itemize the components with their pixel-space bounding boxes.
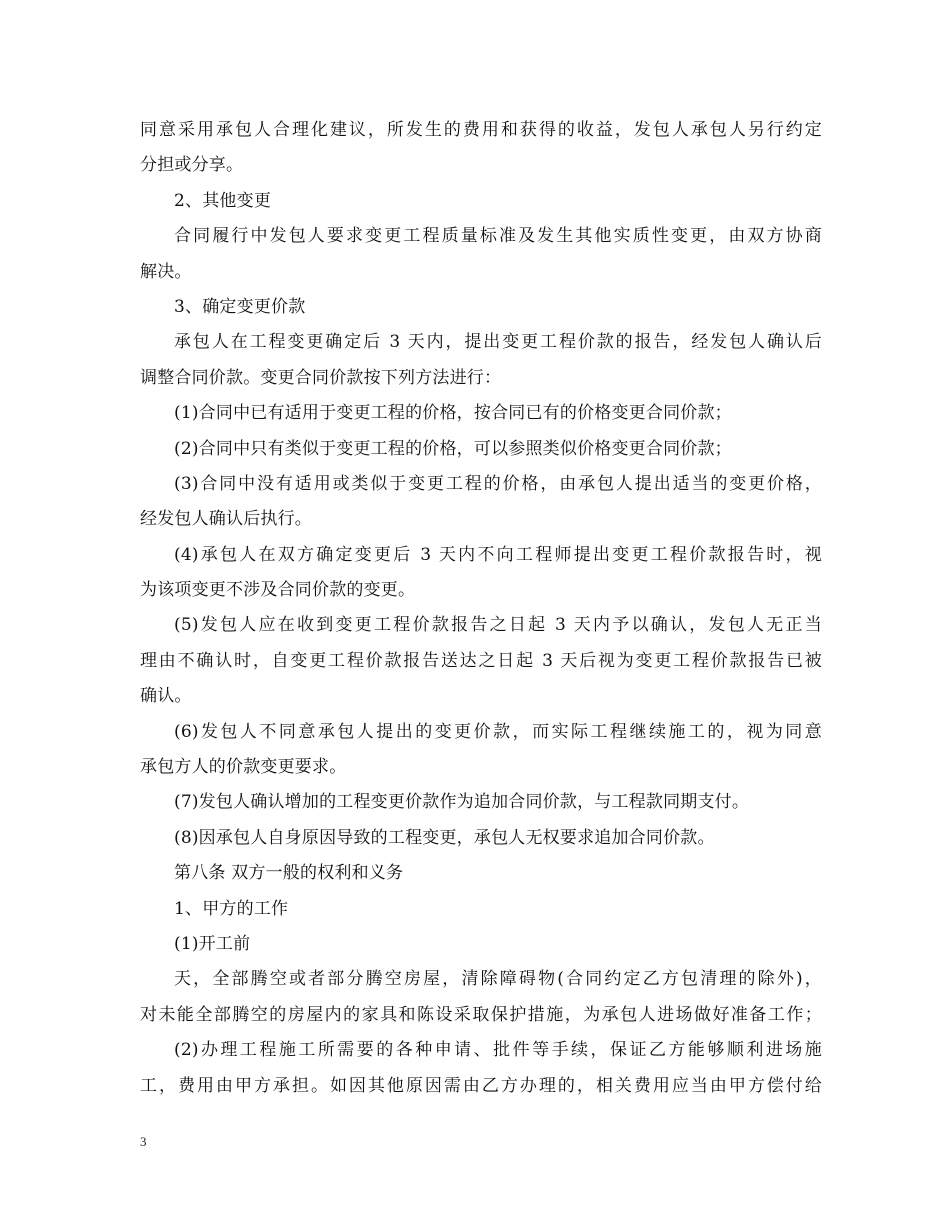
text-line: 经发包人确认后执行。 bbox=[140, 509, 312, 530]
section-heading: 1、甲方的工作 bbox=[174, 898, 289, 919]
page-number: 3 bbox=[140, 1134, 147, 1149]
list-item: (7)发包人确认增加的工程变更价款作为追加合同价款，与工程款同期支付。 bbox=[174, 792, 750, 813]
document-body bbox=[140, 113, 822, 1104]
text-line: 解决。 bbox=[140, 261, 192, 282]
text-line: 分担或分享。 bbox=[140, 155, 244, 176]
text-line: 天，全部腾空或者部分腾空房屋，清除障碍物(合同约定乙方包清理的除外)， bbox=[174, 969, 822, 990]
section-heading: 3、确定变更价款 bbox=[174, 296, 306, 317]
article-heading: 第八条 双方一般的权利和义务 bbox=[174, 863, 404, 884]
text-line: 承包人在工程变更确定后 3 天内，提出变更工程价款的报告，经发包人确认后 bbox=[174, 332, 822, 353]
list-item: (6)发包人不同意承包人提出的变更价款，而实际工程继续施工的，视为同意 bbox=[174, 721, 822, 742]
text-line: 确认。 bbox=[140, 686, 192, 707]
list-item: (5)发包人应在收到变更工程价款报告之日起 3 天内予以确认，发包人无正当 bbox=[174, 615, 822, 636]
text-line: 承包方人的价款变更要求。 bbox=[140, 757, 347, 778]
list-item: (8)因承包人自身原因导致的工程变更，承包人无权要求追加合同价款。 bbox=[174, 827, 715, 848]
list-item: (2)合同中只有类似于变更工程的价格，可以参照类似价格变更合同价款； bbox=[174, 438, 732, 459]
text-line: 调整合同价款。变更合同价款按下列方法进行： bbox=[140, 367, 502, 388]
text-line: 工，费用由甲方承担。如因其他原因需由乙方办理的，相关费用应当由甲方偿付给 bbox=[140, 1075, 822, 1096]
text-line: 对未能全部腾空的房屋内的家具和陈设采取保护措施，为承包人进场做好准备工作； bbox=[140, 1004, 822, 1025]
section-heading: 2、其他变更 bbox=[174, 190, 272, 211]
text-line: 同意采用承包人合理化建议，所发生的费用和获得的收益，发包人承包人另行约定 bbox=[140, 120, 822, 140]
text-line: 合同履行中发包人要求变更工程质量标准及发生其他实质性变更，由双方协商 bbox=[174, 226, 822, 247]
list-item: (2)办理工程施工所需要的各种申请、批件等手续，保证乙方能够顺利进场施 bbox=[174, 1040, 822, 1061]
text-line: 理由不确认时，自变更工程价款报告送达之日起 3 天后视为变更工程价款报告已被 bbox=[140, 650, 822, 671]
list-item: (1)合同中已有适用于变更工程的价格，按合同已有的价格变更合同价款； bbox=[174, 403, 732, 424]
list-item: (4)承包人在双方确定变更后 3 天内不向工程师提出变更工程价款报告时，视 bbox=[174, 544, 822, 565]
list-item: (3)合同中没有适用或类似于变更工程的价格，由承包人提出适当的变更价格， bbox=[174, 473, 822, 494]
text-line: 为该项变更不涉及合同价款的变更。 bbox=[140, 580, 416, 601]
list-item: (1)开工前 bbox=[174, 933, 251, 954]
